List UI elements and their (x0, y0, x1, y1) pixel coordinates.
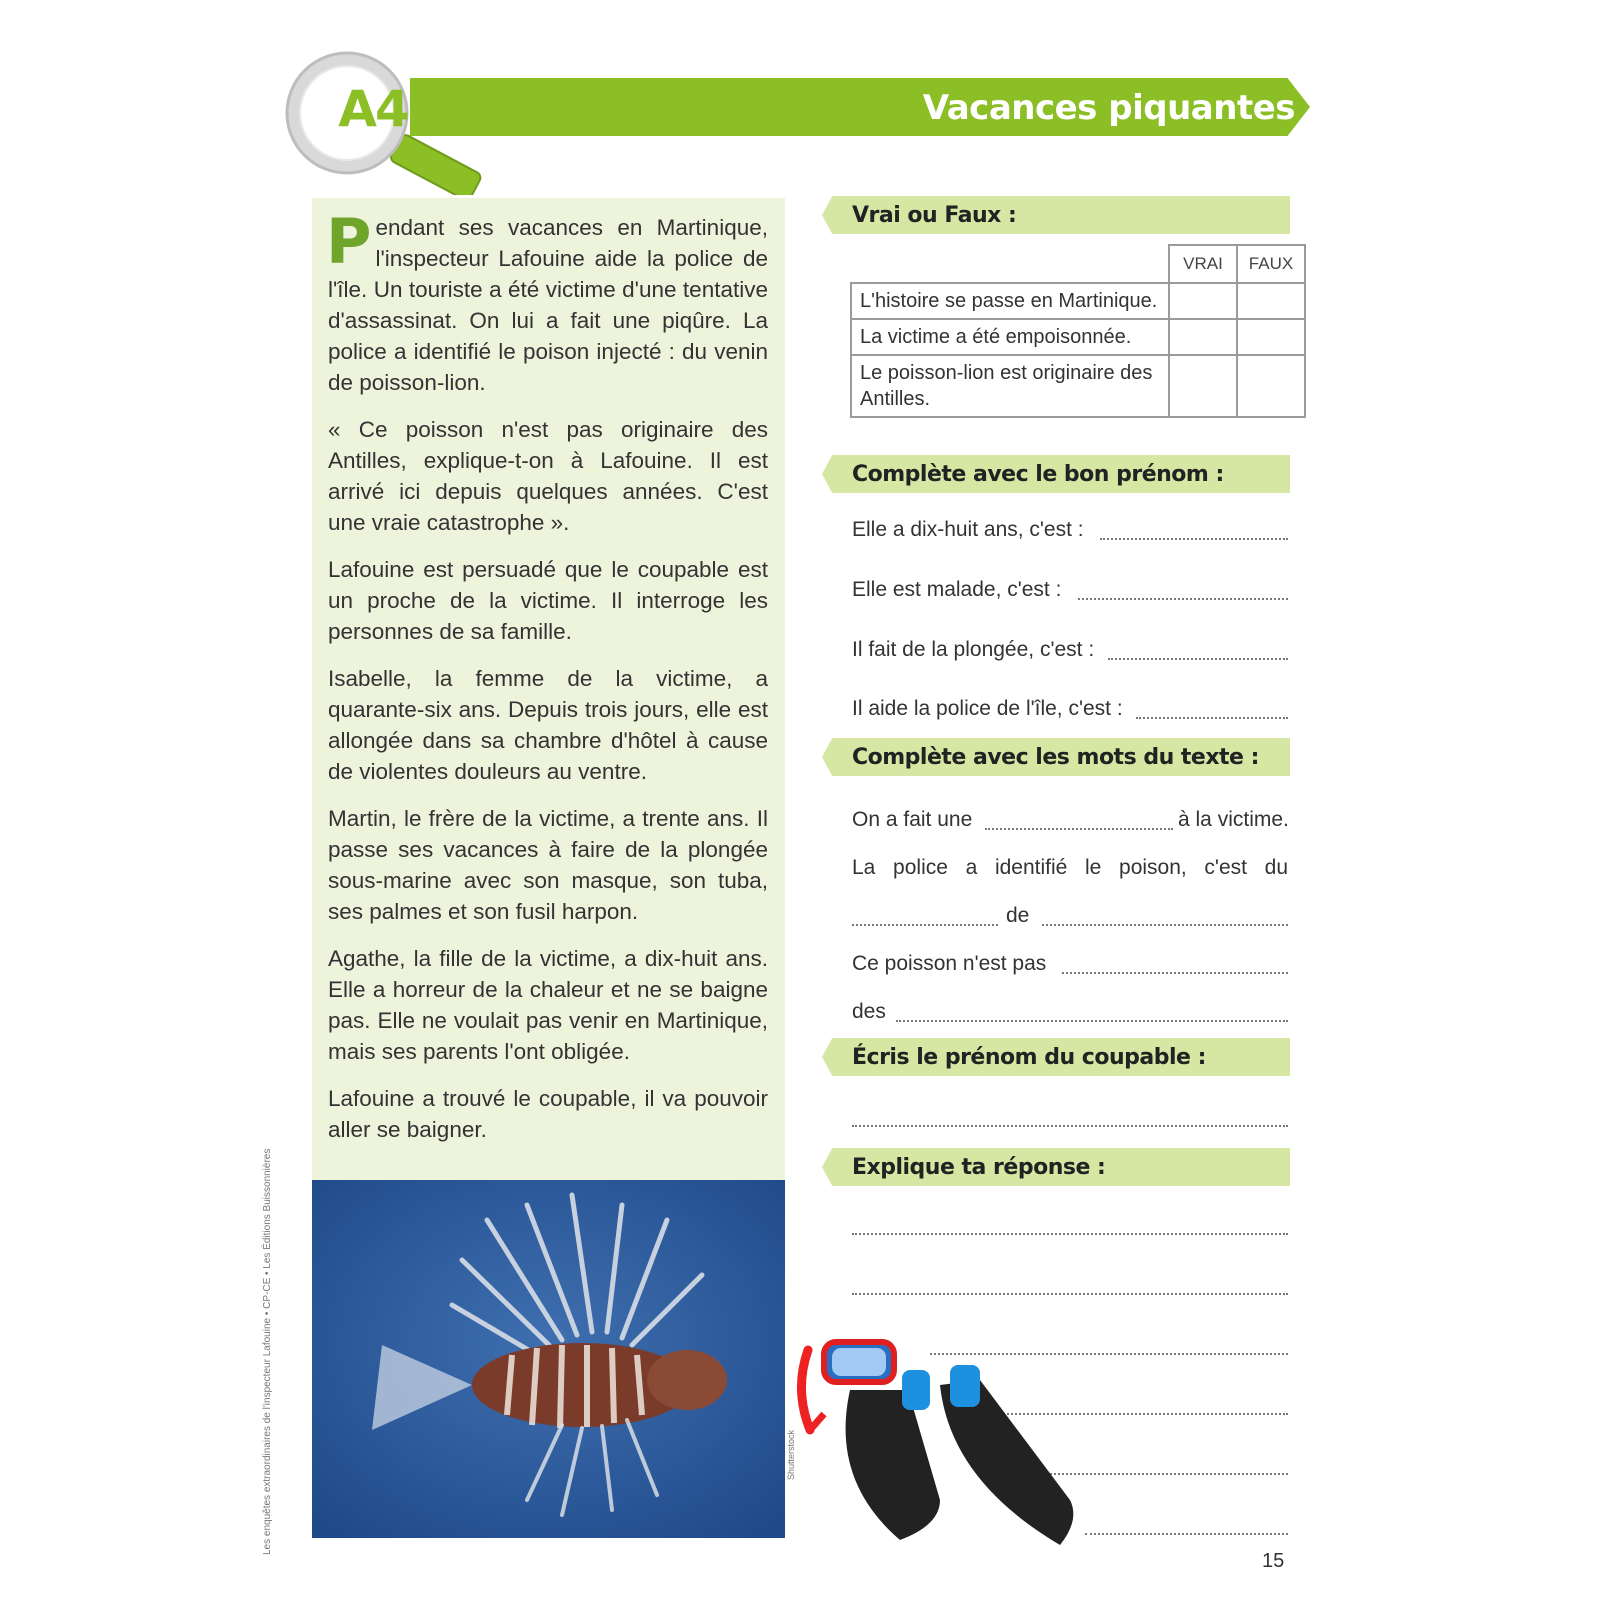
mots-l1-end: à la victime. (1178, 808, 1289, 831)
mots-answer-3[interactable] (1042, 924, 1288, 926)
mots-l2: La police a identifié le poison, c'est du (852, 856, 1288, 879)
prenom-q4: Il aide la police de l'île, c'est : (852, 697, 1123, 720)
lionfish-photo (312, 1180, 785, 1538)
badge-label: A4 (338, 80, 408, 138)
mots-title: Complète avec les mots du texte : (852, 745, 1259, 770)
prenom-answer-3[interactable] (1108, 658, 1288, 660)
faux-checkbox-3[interactable] (1237, 355, 1305, 417)
story-paragraph-4: Isabelle, la femme de la victime, a quarante-six ans. Depuis trois jours, elle est allongée dans sa chambre d'hôtel à cause de violentes douleurs au ventre. (328, 666, 768, 784)
faux-checkbox-2[interactable] (1237, 319, 1305, 355)
vrai-checkbox-1[interactable] (1169, 283, 1237, 319)
explique-line-2[interactable] (852, 1293, 1288, 1295)
vrai-faux-table (850, 244, 1306, 418)
mots-answer-2[interactable] (852, 924, 998, 926)
mots-answer-5[interactable] (896, 1020, 1288, 1022)
statement-2: La victime a été empoisonnée. (851, 319, 1169, 355)
explique-title: Explique ta réponse : (852, 1155, 1106, 1180)
explique-line-1[interactable] (852, 1233, 1288, 1235)
mots-answer-1[interactable] (985, 828, 1173, 830)
prenom-q2: Elle est malade, c'est : (852, 578, 1062, 601)
page-number: 15 (1262, 1550, 1285, 1572)
vrai-faux-title: Vrai ou Faux : (852, 203, 1017, 228)
prenom-q1: Elle a dix-huit ans, c'est : (852, 518, 1084, 541)
col-vrai: VRAI (1169, 245, 1237, 283)
prenom-answer-2[interactable] (1078, 598, 1288, 600)
mots-l3-de: de (1006, 904, 1030, 927)
vrai-checkbox-3[interactable] (1169, 355, 1237, 417)
prenom-title: Complète avec le bon prénom : (852, 462, 1224, 487)
dropcap: P (326, 205, 372, 278)
faux-checkbox-1[interactable] (1237, 283, 1305, 319)
side-caption: Les enquêtes extraordinaires de l'inspecteur Lafouine • CP-CE • Les Éditions Buissonnières (262, 1148, 273, 1555)
story-paragraph-1: endant ses vacances en Martinique, l'inspecteur Lafouine aide la police de l'île. Un touriste a été victime d'une tentative d'assassinat. On lui a fait une piqûre. La police a identifié le poison injecté : du venin de poisson-lion. (328, 215, 768, 395)
mots-l1-start: On a fait une (852, 808, 973, 831)
statement-1: L'histoire se passe en Martinique. (851, 283, 1169, 319)
story-paragraph-7: Lafouine a trouvé le coupable, il va pouvoir aller se baigner. (328, 1086, 768, 1142)
prenom-answer-1[interactable] (1100, 538, 1288, 540)
page-title: Vacances piquantes (922, 88, 1295, 128)
statement-3: Le poisson-lion est originaire des Antilles. (851, 355, 1169, 417)
mots-l5: des (852, 1000, 886, 1023)
coupable-title: Écris le prénom du coupable : (852, 1045, 1206, 1070)
photo-credit: Shutterstock (786, 1429, 796, 1480)
explique-line-6[interactable] (1085, 1533, 1288, 1535)
mots-answer-4[interactable] (1062, 972, 1288, 974)
story-text (326, 205, 768, 1161)
prenom-q3: Il fait de la plongée, c'est : (852, 638, 1095, 661)
story-paragraph-6: Agathe, la fille de la victime, a dix-huit ans. Elle a horreur de la chaleur et ne se baigne pas. Elle ne voulait pas venir en Martinique, mais ses parents l'ont obligée. (328, 946, 768, 1064)
vrai-checkbox-2[interactable] (1169, 319, 1237, 355)
explique-line-5[interactable] (1045, 1473, 1288, 1475)
col-faux: FAUX (1237, 245, 1305, 283)
story-paragraph-3: Lafouine est persuadé que le coupable est un proche de la victime. Il interroge les personnes de sa famille. (328, 557, 768, 644)
mots-l4: Ce poisson n'est pas (852, 952, 1047, 975)
story-paragraph-5: Martin, le frère de la victime, a trente ans. Il passe ses vacances à faire de la plongée sous-marine avec son masque, son tuba, ses palmes et son fusil harpon. (328, 806, 768, 924)
prenom-answer-4[interactable] (1136, 717, 1288, 719)
story-paragraph-2: « Ce poisson n'est pas originaire des Antilles, explique-t-on à Lafouine. Il est arrivé ici depuis quelques années. C'est une vraie catastrophe ». (328, 417, 768, 535)
snorkel-fins-illustration (790, 1330, 1080, 1560)
coupable-answer[interactable] (852, 1125, 1288, 1127)
